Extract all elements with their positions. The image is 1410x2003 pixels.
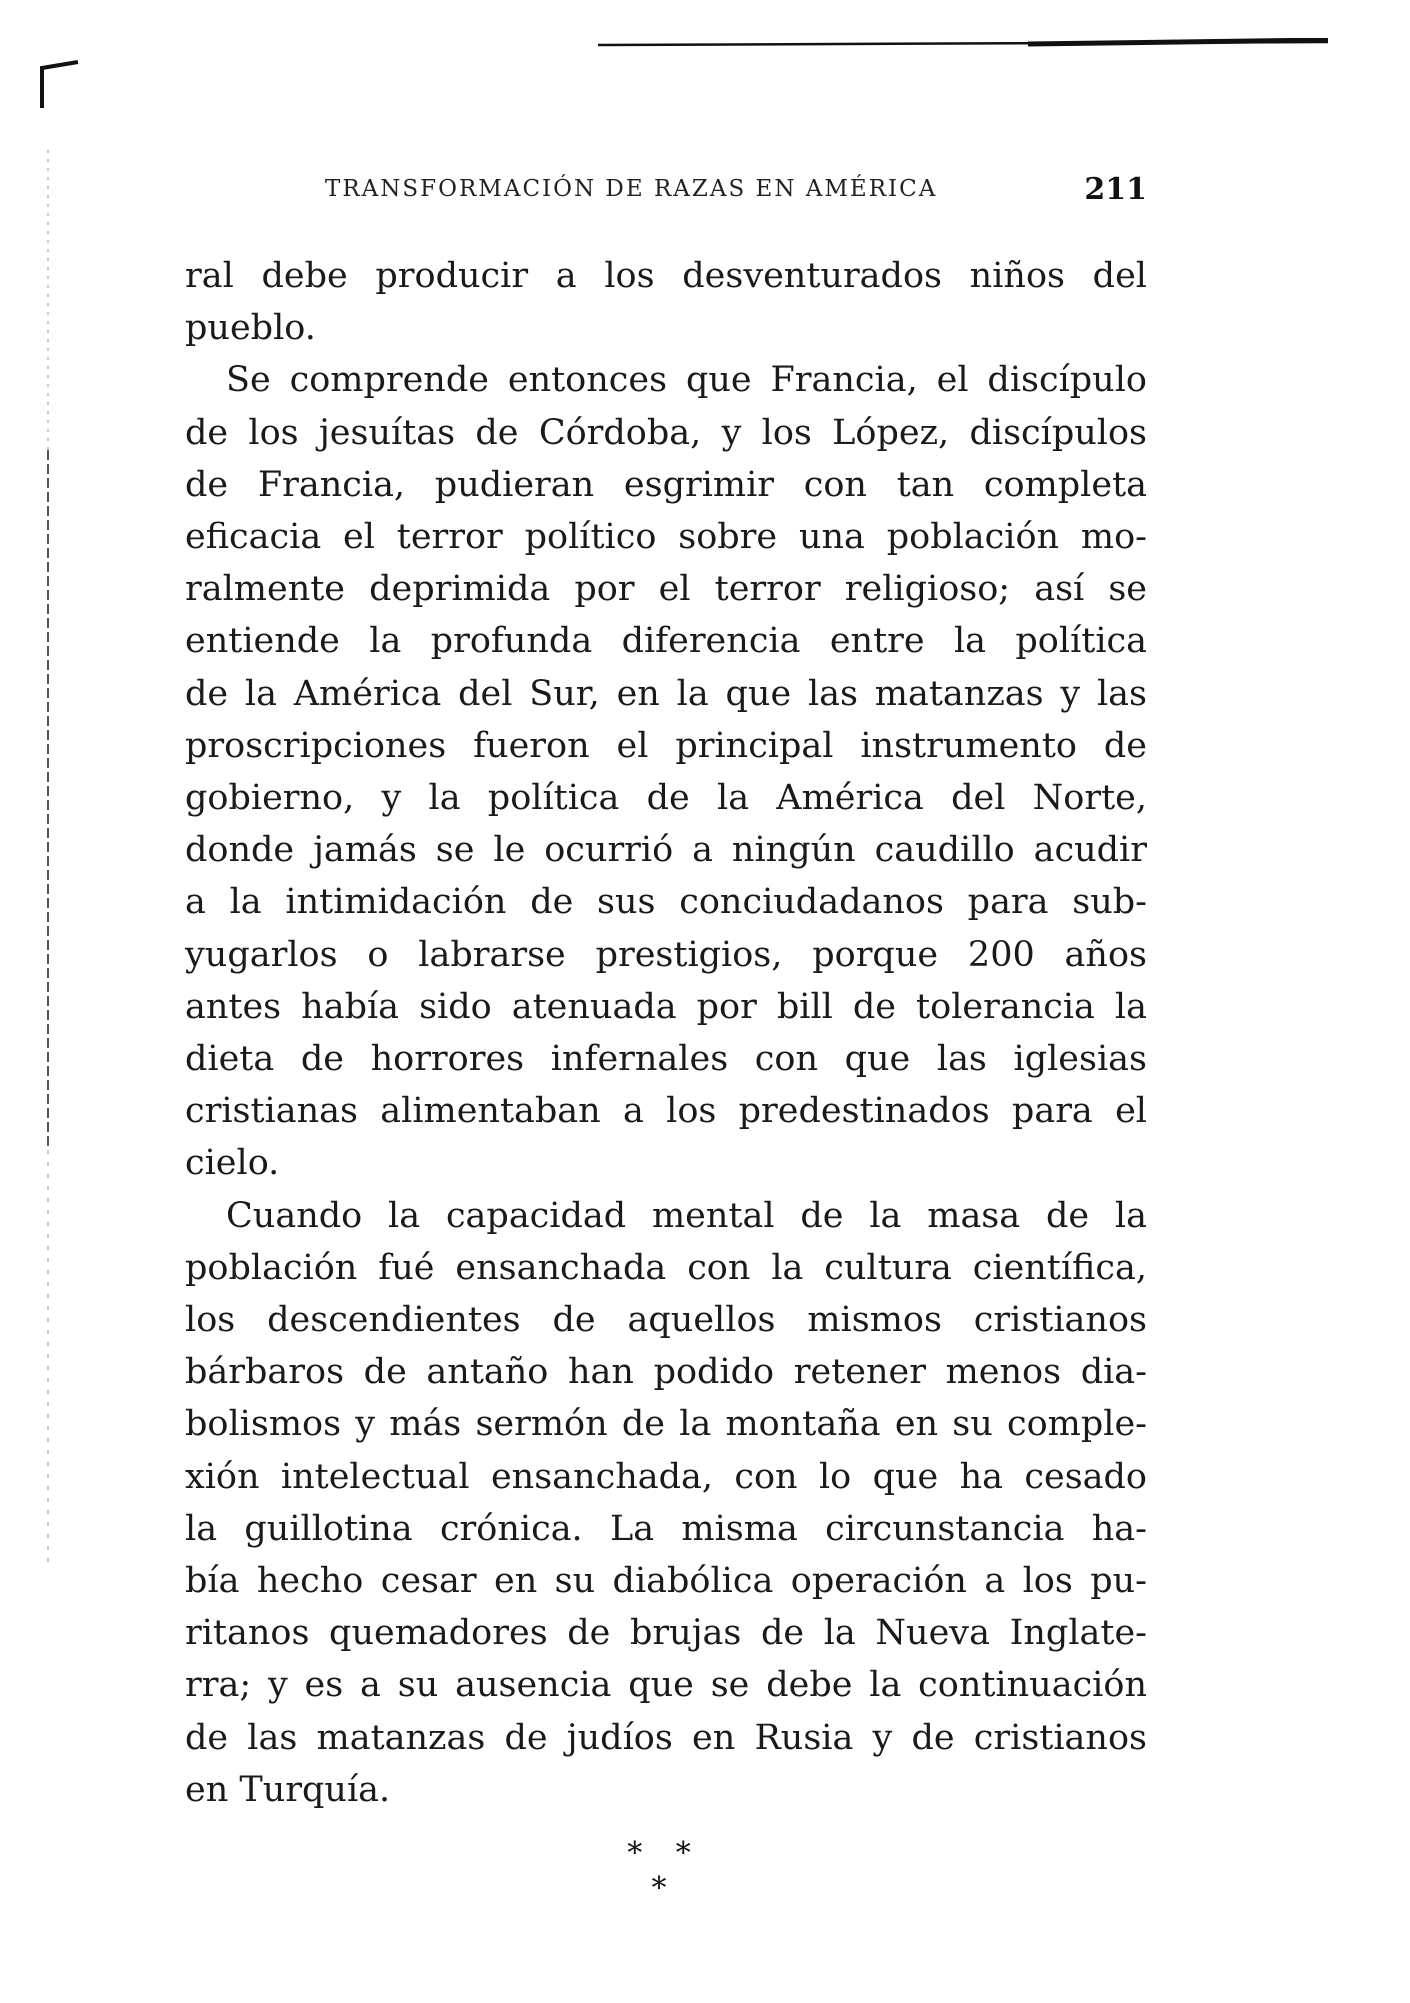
text-line: Cuando la capacidad mental de la masa de la xyxy=(226,1195,1147,1236)
text-line: de Francia, pudieran esgrimir con tan completa xyxy=(185,464,1147,505)
text-line: a la intimidación de sus conciudadanos para sub- xyxy=(185,882,1147,923)
text-line: población fué ensanchada con la cultura científica, xyxy=(185,1247,1147,1288)
header-rule xyxy=(598,38,1328,48)
text-line: entiende la profunda diferencia entre la política xyxy=(185,621,1147,662)
text-line: ral debe producir a los desventurados niños del xyxy=(185,256,1147,296)
text-line: bía hecho cesar en su diabólica operación a los pu- xyxy=(185,1561,1147,1602)
text-line: donde jamás se le ocurrió a ningún caudillo acudir xyxy=(185,830,1147,871)
text-line: de las matanzas de judíos en Rusia y de cristianos xyxy=(185,1717,1147,1758)
text-line: ritanos quemadores de brujas de la Nueva Inglate- xyxy=(185,1613,1147,1654)
text-line: de la América del Sur, en la que las matanzas y las xyxy=(185,673,1147,714)
text-line: los descendientes de aquellos mismos cristianos xyxy=(185,1300,1147,1341)
running-title: TRANSFORMACIÓN DE RAZAS EN AMÉRICA xyxy=(325,176,938,202)
body-text xyxy=(185,250,1147,1816)
text-line: antes había sido atenuada por bill de tolerancia la xyxy=(185,986,1147,1027)
text-line: bolismos y más sermón de la montaña en su comple- xyxy=(185,1404,1147,1445)
crop-corner-mark xyxy=(38,60,80,110)
text-line: dieta de horrores infernales con que las iglesias xyxy=(185,1039,1147,1080)
text-line: de los jesuítas de Córdoba, y los López, discípulos xyxy=(185,412,1147,453)
text-line: gobierno, y la política de la América del Norte, xyxy=(185,778,1147,819)
paragraph xyxy=(185,250,1147,354)
text-line: Se comprende entonces que Francia, el discípulo xyxy=(226,360,1147,401)
text-line: cristianas alimentaban a los predestinados para el xyxy=(185,1091,1147,1132)
text-line: rra; y es a su ausencia que se debe la continuación xyxy=(185,1665,1147,1706)
section-ornament: * * * xyxy=(627,1836,703,1906)
text-line: ralmente deprimida por el terror religioso; así se xyxy=(185,569,1147,610)
text-line: bárbaros de antaño han podido retener menos dia- xyxy=(185,1352,1147,1393)
scan-binding-edge xyxy=(40,150,56,1570)
paragraph xyxy=(185,1190,1147,1816)
text-line: proscripciones fueron el principal instrumento de xyxy=(185,725,1147,766)
paragraph xyxy=(185,354,1147,1189)
text-line: cielo. xyxy=(185,1143,280,1184)
page-header xyxy=(185,172,1147,212)
text-line: en Turquía. xyxy=(185,1769,391,1810)
text-line: pueblo. xyxy=(185,308,316,349)
page-number: 211 xyxy=(1084,172,1147,207)
text-line: la guillotina crónica. La misma circunstancia ha- xyxy=(185,1508,1147,1549)
text-line: eficacia el terror político sobre una población mo- xyxy=(185,517,1147,558)
text-line: yugarlos o labrarse prestigios, porque 200 años xyxy=(185,934,1147,975)
text-line: xión intelectual ensanchada, con lo que ha cesado xyxy=(185,1456,1147,1497)
